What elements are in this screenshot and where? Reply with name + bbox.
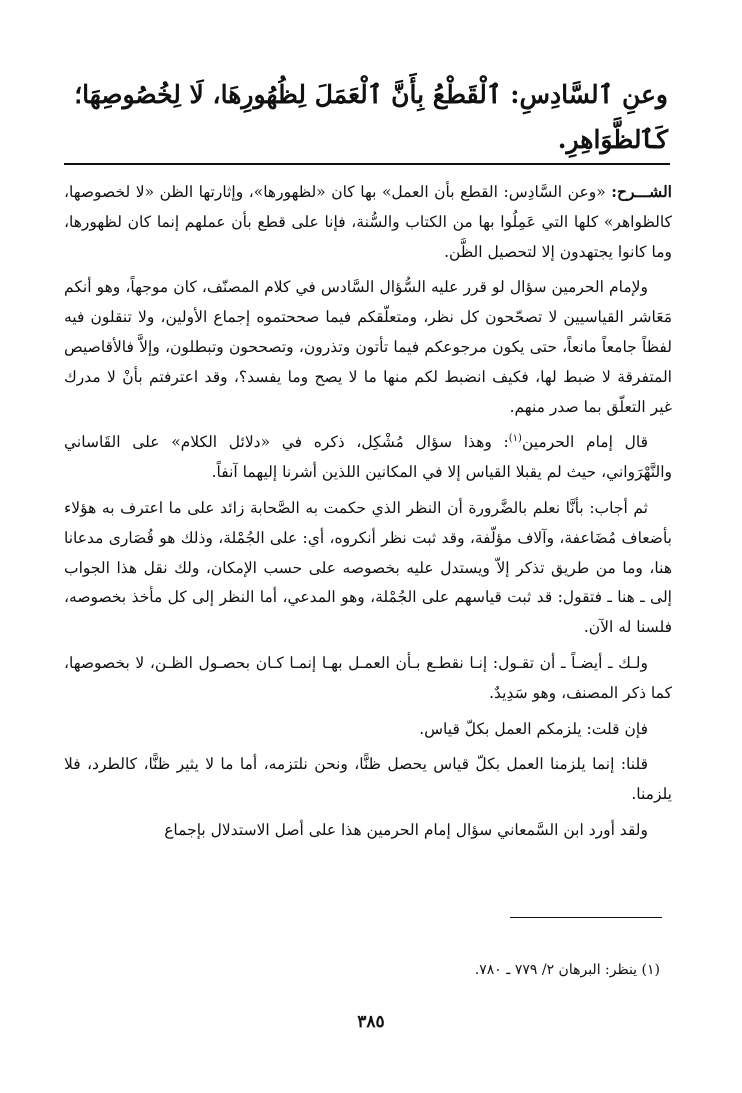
- commentary-paragraph: ثم أجاب: بأنَّا نعلم بالضَّرورة أن النظر الذي حكمت به الصَّحابة زائد على ما اعترف به هؤلاء بأضعاف مُضَاعفة، وآلاف مؤلّفة، وقد ثبت نظر أنكروه، أي: على الجُمْلة، وذلك هو قُصَارى مدعانا هنا، وما من طريق تذكر إلاّ ويستدل عليه بخصوصه على حسب الإمكان، ولك نقل هذا الجواب إلى ـ هنا ـ فتقول: قد ثبت قياسهم على الجُمْلة، وهو المدعي، أما النظر إلى كل مأخذ بخصوصه، فلسنا له الآن.: [64, 498, 672, 637]
- matn-text: وعنِ ٱلسَّادِسِ: ٱلْقَطْعُ بِأَنَّ ٱلْعَمَلَ لِظُهُورِهَا، لَا لِخُصُوصِهَا؛ كَٱلظَّوَاهِرِ.: [74, 80, 668, 154]
- footnote-marker[interactable]: (١): [508, 433, 522, 445]
- commentary-paragraph: ولـك ـ أيضـاً ـ أن تقـول: إنـا نقطـع بـأن العمـل بهـا إنمـا كـان بحصـول الظـن، لا بخصوصها، كما ذكر المصنف، وهو سَدِيدٌ.: [64, 653, 672, 702]
- commentary-paragraph: ولإمام الحرمين سؤال لو قرر عليه السُّؤال السَّادس في كلام المصنّف، كان موجهاً، وهو أنكم مَعَاشر القياسيين لا تصحّحون كل نظر، ومتعلّقكم فيما صححتموه إجماع الأولين، ولا تنقلون فيه لفظاً جامعاً مانعاً، حتى يكون مرجوعكم فيما تأتون وتذرون، وتصححون وتبطلون، وإلاَّ فالأقاصيص المتفرقة لا ضبط لها، فكيف انضبط لكم منها ما لا يصح وما يفسد؟، وقد اعترفتم بأنْ لا مدرك غير التعلّق بما صدر منهم.: [64, 278, 672, 416]
- commentary-paragraph: فإن قلت: يلزمكم العمل بكلّ قياس.: [419, 719, 648, 738]
- commentary-paragraph: [64, 428, 672, 488]
- footnote: (١) ينظر: البرهان ٢/ ٧٧٩ ـ ٧٨٠.: [474, 962, 660, 978]
- commentary-paragraph: ولقد أورد ابن السَّمعاني سؤال إمام الحرمين هذا على أصل الاستدلال بإجماع: [164, 820, 648, 839]
- commentary-paragraph: قلنا: إنما يلزمنا العمل بكلّ قياس يحصل ظنًّا، ونحن نلتزمه، أما ما لا يثير ظنًّا، كالطرد، فلا يلزمنا.: [64, 755, 672, 804]
- footnote-ref-paragraph: قال إمام الحرمين$^{(١)}$: وهذا سؤال مُشْكِل، ذكره في «دلائل الكلام» على القَاساني والنَّهْرَواني، حيث لم يقبلا القياس إلا في المكانين اللذين أشرنا إليهما آنفاً.: [64, 433, 672, 482]
- commentary-label: الشـــرح:: [611, 182, 672, 201]
- separator-rule: [64, 163, 670, 165]
- footnote-rule: [510, 917, 662, 918]
- commentary: [64, 177, 672, 852]
- commentary-paragraph: الشـــرح: «وعن السَّادِس: القطع بأن العمل» بها كان «لظهورها»، وإثارتها الظن «لا لخصوصها، كالظواهر» كلها التي عَمِلُوا بها من الكتاب والسُّنة، فإنا على قطع بأن عملهم إنما كان لظهورها، وما كانوا يجتهدون إلا لتحصيل الظَّن.: [64, 182, 672, 261]
- page-number: ٣٨٥: [357, 1012, 385, 1032]
